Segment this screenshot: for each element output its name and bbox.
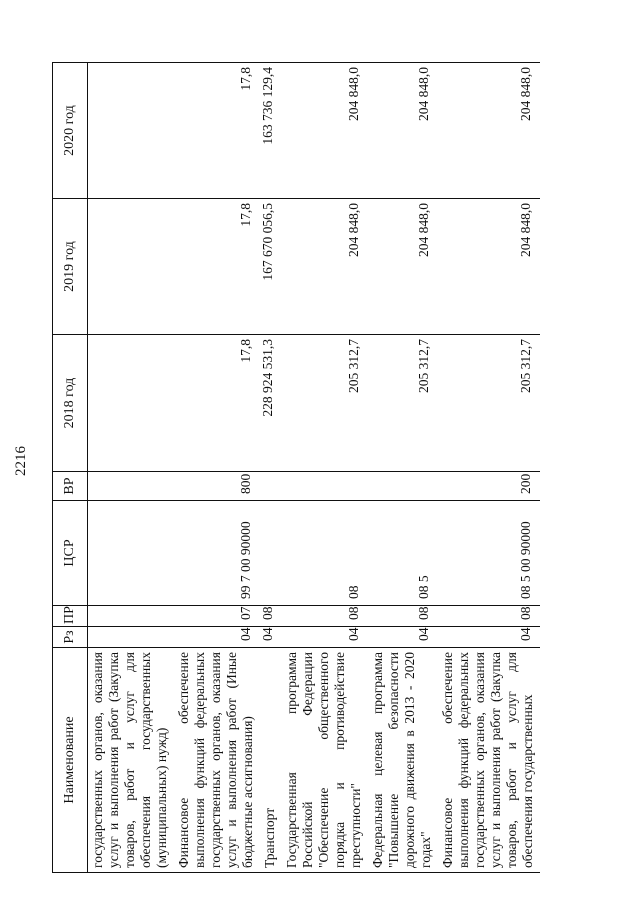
table-row [174, 63, 260, 873]
header-2019: 2019 год [53, 199, 88, 335]
row-2019 [88, 199, 175, 335]
row-2018: 17,8 [174, 335, 260, 472]
row-pr [88, 606, 175, 627]
header-pr: ПР [53, 606, 88, 627]
row-csr: 08 5 [368, 501, 438, 606]
row-2020: 163 736 129,4 [260, 63, 282, 199]
row-2020: 204 848,0 [368, 63, 438, 199]
row-2018: 228 924 531,3 [260, 335, 282, 472]
row-pr: 08 [438, 606, 540, 627]
row-2018: 205 312,7 [368, 335, 438, 472]
budget-table [52, 62, 540, 873]
row-2019: 204 848,0 [438, 199, 540, 335]
row-vr: 200 [438, 472, 540, 501]
row-2019: 204 848,0 [368, 199, 438, 335]
table-row [282, 63, 368, 873]
row-2019: 204 848,0 [282, 199, 368, 335]
row-name: Финансовое обеспечение выполнения функций федеральных государственных органов, оказания услуг и выполнения работ (Закупка товаров, работ и услуг для обеспечения государственных [438, 648, 540, 873]
row-vr [88, 472, 175, 501]
row-csr [88, 501, 175, 606]
row-name: государственных органов, оказания услуг и выполнения работ (Закупка товаров, работ и услуг для обеспечения государственных (муниципальных) нужд) [88, 648, 175, 873]
row-2020: 204 848,0 [282, 63, 368, 199]
header-csr: ЦСР [53, 501, 88, 606]
row-2019: 17,8 [174, 199, 260, 335]
row-name: Финансовое обеспечение выполнения функций федеральных государственных органов, оказания услуг и выполнения работ (Иные бюджетные ассигнования) [174, 648, 260, 873]
row-vr [260, 472, 282, 501]
table-row [88, 63, 175, 873]
table-row [438, 63, 540, 873]
row-name: Федеральная целевая программа "Повышение безопасности дорожного движения в 2013 - 2020 годах" [368, 648, 438, 873]
row-rz: 04 [282, 627, 368, 648]
row-rz: 04 [438, 627, 540, 648]
row-2020 [88, 63, 175, 199]
row-pr: 08 [368, 606, 438, 627]
header-vr: ВР [53, 472, 88, 501]
row-2020: 204 848,0 [438, 63, 540, 199]
row-csr [260, 501, 282, 606]
page-number: 2216 [13, 446, 29, 476]
row-vr: 800 [174, 472, 260, 501]
row-rz: 04 [174, 627, 260, 648]
row-vr [282, 472, 368, 501]
header-rz: Рз [53, 627, 88, 648]
table-row [260, 63, 282, 873]
row-csr: 08 5 00 90000 [438, 501, 540, 606]
row-rz: 04 [368, 627, 438, 648]
row-csr: 08 [282, 501, 368, 606]
row-2020: 17,8 [174, 63, 260, 199]
row-2019: 167 670 056,5 [260, 199, 282, 335]
row-rz [88, 627, 175, 648]
row-pr: 07 [174, 606, 260, 627]
row-vr [368, 472, 438, 501]
row-pr: 08 [282, 606, 368, 627]
row-2018 [88, 335, 175, 472]
row-name: Государственная программа Российской Федерации "Обеспечение общественного порядка и противодействие преступности" [282, 648, 368, 873]
row-csr: 99 7 00 90000 [174, 501, 260, 606]
row-rz: 04 [260, 627, 282, 648]
header-2020: 2020 год [53, 63, 88, 199]
rotated-page [52, 63, 597, 873]
row-pr: 08 [260, 606, 282, 627]
header-name: Наименование [53, 648, 88, 873]
row-2018: 205 312,7 [282, 335, 368, 472]
header-2018: 2018 год [53, 335, 88, 472]
header-row [53, 63, 88, 873]
row-name: Транспорт [260, 648, 282, 873]
row-2018: 205 312,7 [438, 335, 540, 472]
table-row [368, 63, 438, 873]
